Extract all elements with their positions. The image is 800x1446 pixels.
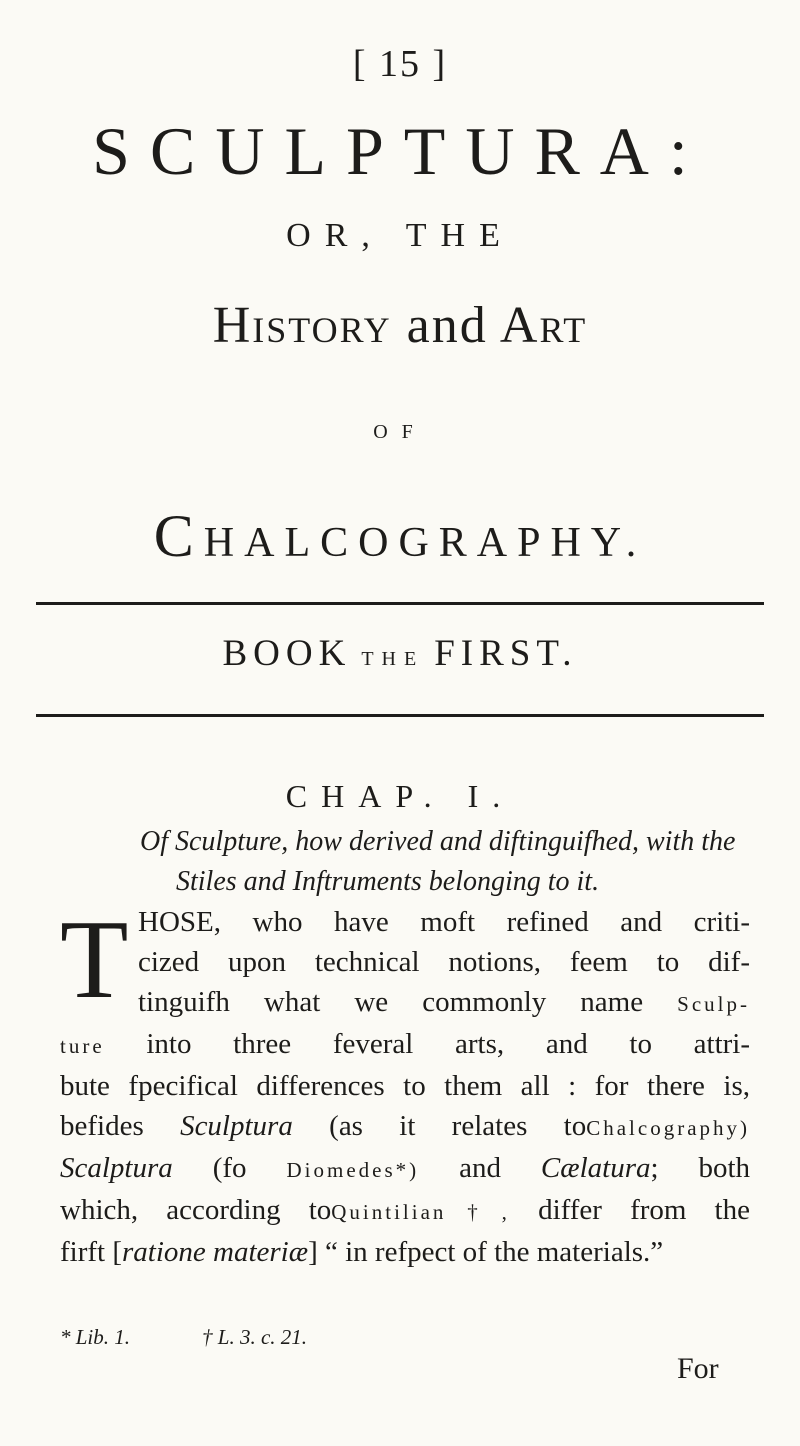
and-word: and	[406, 297, 488, 354]
bottom-rule	[36, 714, 764, 717]
chapter-heading: CHAP. I.	[285, 778, 515, 814]
body-line-4-text: into three feveral arts, and to attri-	[146, 1028, 751, 1060]
chapter-subtitle-line-1: Of Sculpture, how derived and diftinguifhed, with the	[140, 826, 736, 857]
chalcography-small-caps: Chalcography)	[586, 1116, 751, 1140]
subtitle-of: OF	[373, 421, 427, 443]
main-title: SCULPTURA:	[92, 113, 708, 189]
caelatura-italic: Cælatura	[540, 1152, 651, 1184]
the-word: THE	[361, 648, 425, 670]
book-heading	[0, 632, 800, 675]
body-line-7-b: (fo	[212, 1152, 247, 1184]
body-line-7	[60, 1148, 750, 1190]
body-line-8-c: differ from the	[538, 1194, 750, 1226]
ratione-materiae-italic: ratione materiæ	[122, 1236, 309, 1268]
body-line-5: bute fpecifical differences to them all : for there is,	[60, 1070, 750, 1102]
chapter-subtitle	[140, 822, 760, 902]
body-line-6-a: befides	[60, 1110, 144, 1142]
top-rule	[36, 602, 764, 605]
sculpture-small-caps: Sculp-	[677, 992, 750, 1016]
history-initial: H	[212, 297, 253, 354]
body-line-3	[60, 982, 750, 1024]
body-paragraph	[60, 898, 751, 1272]
body-line-8-a: which, according to	[60, 1194, 332, 1226]
footnote-2: † L. 3. c. 21.	[202, 1325, 308, 1349]
chalcography-initial: C	[153, 503, 204, 569]
art-initial: A	[499, 297, 540, 354]
sculptura-italic: Sculptura	[180, 1110, 293, 1142]
body-line-9-c: ] “ in refpect of the materials.”	[308, 1236, 664, 1268]
footnotes	[60, 1325, 760, 1350]
first-word: FIRST.	[434, 633, 578, 674]
drop-cap: T	[60, 898, 129, 1022]
art-rest: RT	[539, 310, 588, 350]
body-line-8	[60, 1190, 750, 1232]
body-line-6	[60, 1106, 750, 1148]
page-number: [ 15 ]	[352, 43, 448, 85]
catchword: For	[677, 1352, 719, 1385]
body-line-7-f: ; both	[650, 1152, 751, 1184]
body-line-2: cized upon technical notions, feem to dif-	[138, 946, 750, 978]
subtitle-or-the: OR, THE	[286, 217, 514, 254]
ture-small-caps: ture	[60, 1034, 105, 1058]
body-line-9	[60, 1232, 750, 1272]
subtitle-chalcography	[0, 502, 800, 571]
body-line-1: HOSE, who have moft refined and criti-	[138, 906, 750, 938]
chapter-subtitle-line-2: Stiles and Inftruments belonging to it.	[176, 866, 600, 897]
body-line-3-text: tinguifh what we commonly name	[138, 986, 644, 1018]
body-line-9-a: firft [	[60, 1236, 122, 1268]
diomedes-small-caps: Diomedes*)	[286, 1158, 420, 1182]
chalcography-rest: HALCOGRAPHY.	[203, 520, 647, 566]
body-line-4	[60, 1024, 750, 1066]
quintilian-small-caps: Quintilian†,	[331, 1200, 510, 1224]
history-rest: ISTORY	[252, 310, 392, 350]
body-line-7-d: and	[459, 1152, 501, 1184]
subtitle-history-and-art	[0, 296, 800, 355]
book-word: BOOK	[222, 633, 352, 674]
footnote-1: * Lib. 1.	[60, 1325, 131, 1349]
body-line-6-c: (as it relates to	[329, 1110, 587, 1142]
scalptura-italic: Scalptura	[60, 1152, 173, 1184]
